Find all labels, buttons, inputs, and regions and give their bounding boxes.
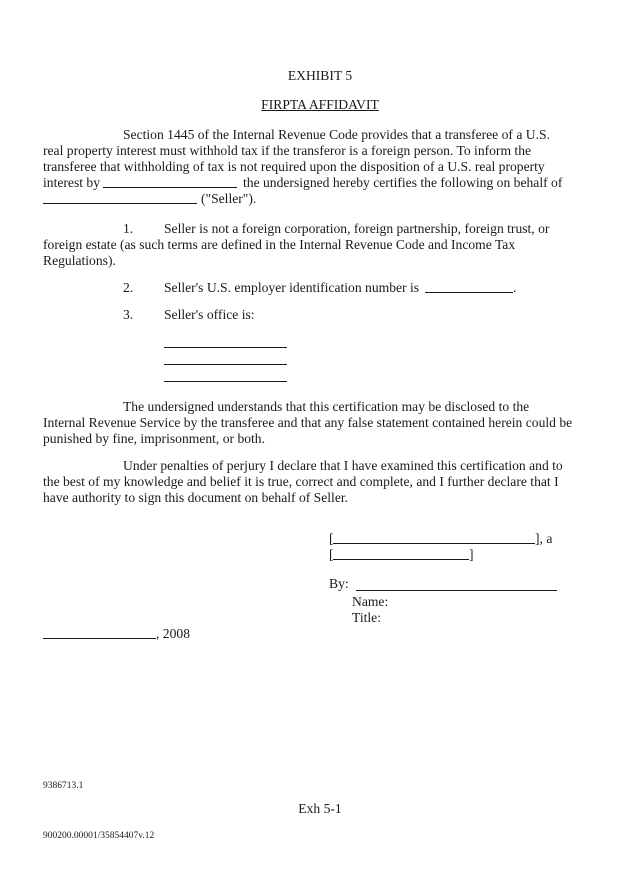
date-year: , 2008 — [156, 626, 190, 641]
disclosure-line: punished by fine, imprisonment, or both. — [43, 431, 266, 446]
bracket-open: [ — [329, 547, 334, 562]
office-address-blank[interactable] — [164, 364, 287, 365]
perjury-line: the best of my knowledge and belief it is true, correct and complete, and I further declare that I — [43, 474, 559, 489]
document-title: FIRPTA AFFIDAVIT — [261, 97, 379, 112]
perjury-line: Under penalties of perjury I declare that I have examined this certification and to — [123, 458, 563, 473]
bracket-open: [ — [329, 531, 334, 546]
date-blank[interactable] — [43, 638, 156, 639]
item-text: Seller is not a foreign corporation, foreign partnership, foreign trust, or — [164, 221, 550, 236]
intro-line: real property interest must withhold tax if the transferor is a foreign person. To inform the — [43, 143, 532, 158]
file-code: 900200.00001/35854407v.12 — [43, 831, 155, 841]
document-number: 9386713.1 — [43, 781, 84, 791]
signature-line[interactable] — [356, 590, 557, 591]
bracket-close: ] — [469, 547, 474, 562]
page-label: Exh 5-1 — [298, 801, 342, 816]
item-end: . — [513, 280, 517, 295]
seller-label: ("Seller"). — [201, 191, 257, 206]
office-address-blank[interactable] — [164, 347, 287, 348]
by-label: By: — [329, 576, 349, 591]
bracket-close-a: ], a — [535, 531, 553, 546]
item-text: Regulations). — [43, 253, 116, 268]
disclosure-line: Internal Revenue Service by the transferee and that any false statement contained herein could be — [43, 415, 573, 430]
intro-line: transferee that withholding of tax is not required upon the disposition of a U.S. real property — [43, 159, 545, 174]
item-text: foreign estate (as such terms are defined in the Internal Revenue Code and Income Tax — [43, 237, 516, 252]
transferee-name-blank[interactable] — [103, 187, 237, 188]
office-address-blank[interactable] — [164, 381, 287, 382]
entity-type-blank[interactable] — [333, 559, 469, 560]
item-number: 3. — [123, 307, 134, 322]
name-label: Name: — [352, 594, 389, 609]
ein-blank[interactable] — [425, 292, 513, 293]
disclosure-line: The undersigned understands that this certification may be disclosed to the — [123, 399, 530, 414]
exhibit-heading: EXHIBIT 5 — [287, 68, 353, 83]
entity-name-blank[interactable] — [333, 543, 535, 544]
item-text: Seller's office is: — [164, 307, 255, 322]
perjury-line: have authority to sign this document on behalf of Seller. — [43, 490, 349, 505]
intro-line: Section 1445 of the Internal Revenue Code provides that a transferee of a U.S. — [123, 127, 550, 142]
intro-line: interest by — [43, 175, 101, 190]
item-text: Seller's U.S. employer identification number is — [164, 280, 420, 295]
title-label: Title: — [352, 610, 381, 625]
seller-name-blank[interactable] — [43, 203, 197, 204]
intro-line: the undersigned hereby certifies the following on behalf of — [243, 175, 563, 190]
item-number: 2. — [123, 280, 134, 295]
item-number: 1. — [123, 221, 134, 236]
